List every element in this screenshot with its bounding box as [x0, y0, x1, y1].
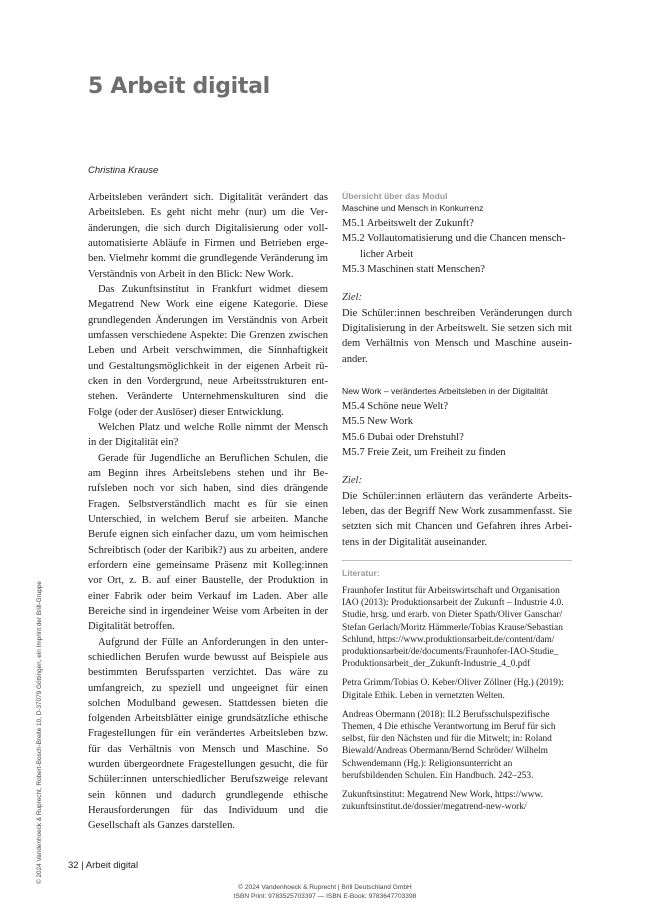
body-paragraph: Gerade für Jugendliche an Beruflichen Schulen, die am Beginn ihres Arbeitslebens stehen und ihr Berufsleben noch vor sich haben, sind dies drängende Fragen. Selbstverständlich macht es für sie einen Unterschied, in welchem Beruf sie arbeiten. Manche Berufe eignen sich einfacher dazu, um vom heimischen Schreibtisch (oder der Karibik?) aus zu arbeiten, andere erfordern eine gemeinsame Präsenz mit Kolleg:innen vor Ort, z. B. auf einer Baustelle, der Produktion in einer Fabrik oder beim Verkauf im Laden. Aber alle Bereiche sind in irgendeiner Weise vom Arbeiten in der Digitalität betroffen. [88, 452, 328, 633]
body-paragraph: Arbeitsleben verändert sich. Digitalität verändert das Arbeitsleben. Es geht nicht mehr (nur) um die Veränderungen, die sich durch Digitalisierung oder vollautomatisierte Abläufe in Firmen und Betrieben ergeben. Vielmehr kommt die grundlegende Veränderung im Verständnis von Arbeit in den Blick: New Work. [88, 192, 328, 280]
divider [342, 560, 572, 561]
body-text-column [88, 190, 328, 834]
goal-text: Die Schüler:innen beschreiben Veränderungen durch Digitalisierung in der Arbeitswelt. Sie setzen sich mit dem Verhältnis von Mensch und Maschine auseinander. [342, 307, 572, 365]
body-paragraph: Aufgrund der Fülle an Anforderungen in den unterschiedlichen Berufen wurde bewusst auf Beispiele aus bestimmten Berufssparten verzichtet. Das wäre zu umfangreich, zu speziell und ungeeignet für einen solchen Modulband gewesen. Stattdessen bieten die folgenden Arbeitsblätter einige grundsätzliche ethische Fragestellungen für ein verändertes Arbeitsleben bzw. für das Verhältnis von Mensch und Maschine. So wurden übergeordnete Fragestellungen gesucht, die für Schüler:innen unterschiedlicher Berufszweige relevant sein können und dadurch grundlegende ethische Herausforderungen für das Individuum und die Gesellschaft als Ganzes darstellen. [88, 636, 328, 832]
module-item [342, 262, 572, 277]
module-item-continuation: licher Arbeit [360, 248, 414, 260]
literature-heading: Literatur: [342, 567, 380, 578]
author-name: Christina Krause [88, 165, 159, 176]
copyright-line: © 2024 Vandenhoeck & Ruprecht | Brill Deutschland GmbH [238, 884, 412, 891]
goal-text: Die Schüler:innen erläutern das veränderte Arbeitsleben, das der Begriff New Work zusammenfasst. Sie setzten sich mit Chancen und Gefahren ihres Arbeitens in der Digitalität auseinander. [342, 490, 572, 548]
module-list [342, 216, 572, 277]
literature-item: Fraunhofer Institut für Arbeitswirtschaft und Organisation IAO (2013): Produktionsarbeit der Zukunft – Industrie 4.0. Studie, hrsg. und erarb. von Dieter Spath/Oliver Ganschar/ Stefan Gerlach/Moritz Hämmerle/Tobias Krause/Sebastian Schlund, https://www.produktionsarbeit.de/content/dam/ produktionsarbeit/de/documents/Fraunhofer-IAO-Studie_ Produktionsarbeit_der_Zukunft-Industrie_4_0.pdf [342, 585, 564, 670]
chapter-title: 5 Arbeit digital [88, 74, 270, 99]
side-copyright-note: © 2024 Vandenhoeck & Ruprecht, Robert-Bosch-Breite 10, D-37079 Göttingen, ein Imprint der Brill-Gruppe [36, 581, 43, 884]
module-item-label: M5.3 Maschinen statt Menschen? [342, 263, 485, 275]
module-item: M5.4 Schöne neue Welt? [342, 400, 449, 412]
module-overview-column [342, 190, 572, 820]
module-list [342, 399, 572, 460]
goal-label: Ziel: [342, 475, 363, 487]
section-title: New Work – verändertes Arbeitsleben in der Digitalität [342, 385, 548, 396]
module-item: M5.5 New Work [342, 416, 414, 428]
page-number-label: 32 | Arbeit digital [68, 860, 139, 871]
module-item-label: M5.2 Vollautomatisierung und die Chancen mensch- [342, 233, 566, 245]
body-paragraph: Welchen Platz und welche Rolle nimmt der Mensch in der Digitalität ein? [88, 421, 328, 449]
goal-label: Ziel: [342, 292, 363, 304]
module-item: M5.7 Freie Zeit, um Freiheit zu finden [342, 446, 506, 458]
literature-item: Andreas Obermann (2018): II.2 Berufsschulspezifische Themen, 4 Die ethische Verantwortung im Beruf für sich selbst, für den Nächsten und für die Mitwelt; in: Roland Biewald/Andreas Obermann/Bernd Schröder/ Wilhelm Schwendemann (Hg.): Religionsunterricht an berufsbildenden Schulen. Ein Handbuch. 242–253. [342, 709, 556, 781]
module-item [342, 216, 572, 231]
literature-item: Petra Grimm/Tobias O. Keber/Oliver Zöllner (Hg.) (2019): Digitale Ethik. Leben in vernetzten Welten. [342, 678, 564, 701]
overview-heading: Übersicht über das Modul [342, 191, 448, 201]
module-item: M5.6 Dubai oder Drehstuhl? [342, 431, 464, 443]
module-item [342, 231, 572, 262]
footer-copyright [0, 883, 650, 901]
literature-item: Zukunftsinstitut: Megatrend New Work, https://www. zukunftsinstitut.de/dossier/megatrend-new-work/ [342, 789, 544, 813]
body-paragraph: Das Zukunftsinstitut in Frankfurt widmet diesem Megatrend New Work eine eigene Kategorie. Diese grundlegenden Änderungen im Verständnis von Arbeit umfassen verschiedene Aspekte: Die Grenzen zwischen Leben und Arbeit verschwimmen, die Sinnhaftigkeit und Gestaltungsmöglichkeit in der eigenen Arbeit rücken in den Vordergrund, neue Arbeitsstrukturen entstehen. Veränderte Unternehmenskulturen sind die Folge (oder der Auslöser) dieser Entwicklung. [88, 283, 328, 418]
module-item-label: M5.1 Arbeitswelt der Zukunft? [342, 218, 474, 229]
isbn-line: ISBN Print: 9783525703397 — ISBN E-Book: 9783647703398 [233, 893, 417, 900]
section-title: Maschine und Mensch in Konkurrenz [342, 203, 484, 213]
